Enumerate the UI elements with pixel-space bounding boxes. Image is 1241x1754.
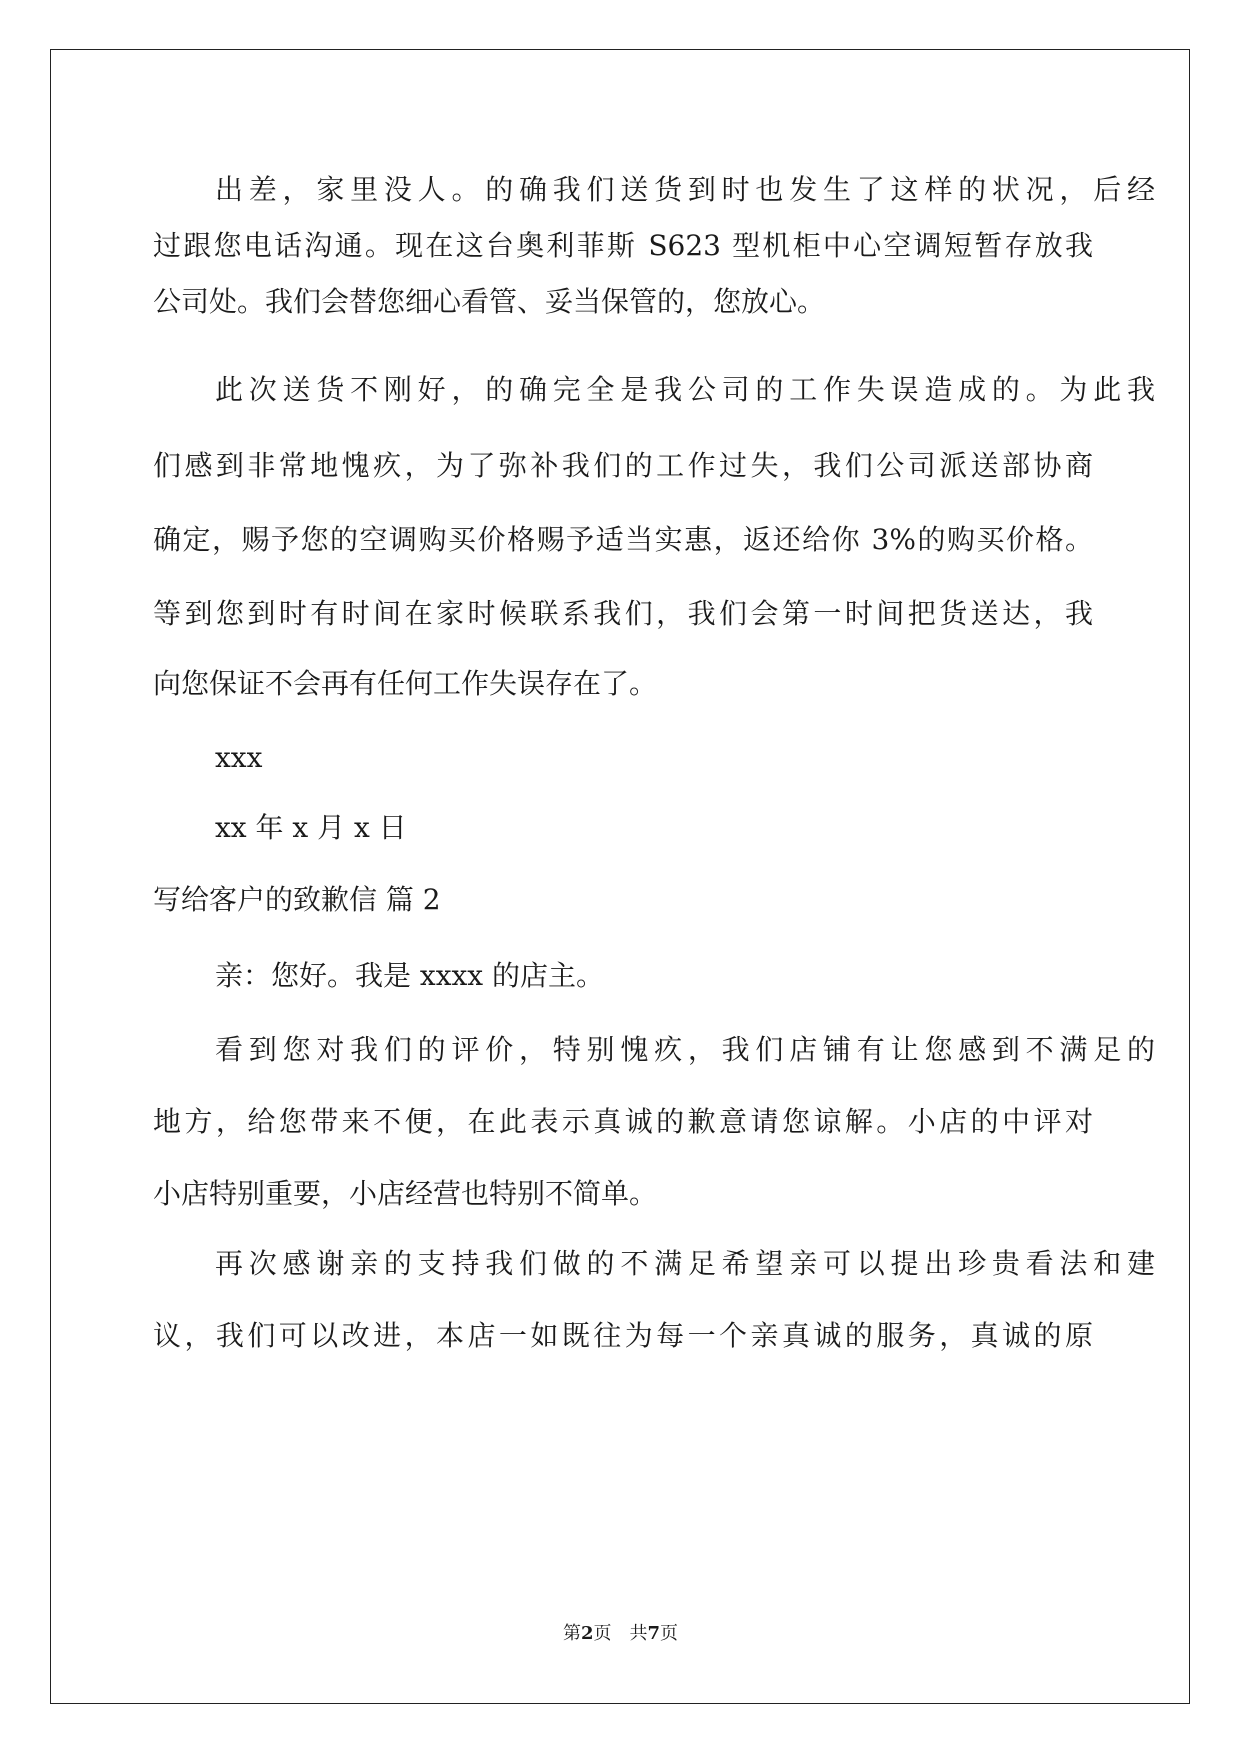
- page-suffix: 页: [660, 1623, 679, 1644]
- date-line: xx 年 x 月 x 日: [215, 811, 407, 844]
- paragraph-line: 再次感谢亲的支持我们做的不满足希望亲可以提出珍贵看法和建: [215, 1247, 1155, 1280]
- page-mid: 页 共: [593, 1623, 648, 1644]
- paragraph-line: 确定，赐予您的空调购买价格赐予适当实惠，返还给你 3%的购买价格。: [153, 523, 1093, 556]
- page-prefix: 第: [562, 1623, 581, 1644]
- paragraph-line: 此次送货不刚好，的确完全是我公司的工作失误造成的。为此我: [215, 373, 1155, 406]
- paragraph-line: 向您保证不会再有任何工作失误存在了。: [153, 667, 658, 700]
- paragraph-line: 小店特别重要，小店经营也特别不简单。: [153, 1177, 658, 1210]
- paragraph-line: 出差，家里没人。的确我们送货到时也发生了这样的状况，后经: [215, 173, 1155, 206]
- paragraph-line: 看到您对我们的评价，特别愧疚，我们店铺有让您感到不满足的: [215, 1033, 1155, 1066]
- paragraph-line: 公司处。我们会替您细心看管、妥当保管的，您放心。: [153, 285, 826, 318]
- paragraph-line: 们感到非常地愧疚，为了弥补我们的工作过失，我们公司派送部协商: [153, 449, 1093, 482]
- paragraph-line: 等到您到时有时间在家时候联系我们，我们会第一时间把货送达，我: [153, 597, 1093, 630]
- page-total: 7: [647, 1623, 661, 1644]
- page-number: [0, 1622, 1241, 1646]
- section-heading: 写给客户的致歉信 篇 2: [153, 883, 441, 916]
- greeting: 亲：您好。我是 xxxx 的店主。: [215, 959, 604, 992]
- paragraph-line: 过跟您电话沟通。现在这台奥利菲斯 S623 型机柜中心空调短暂存放我: [153, 229, 1093, 262]
- signature: xxx: [215, 741, 263, 774]
- page-current: 2: [580, 1623, 594, 1644]
- paragraph-line: 议，我们可以改进，本店一如既往为每一个亲真诚的服务，真诚的原: [153, 1319, 1093, 1352]
- paragraph-line: 地方，给您带来不便，在此表示真诚的歉意请您谅解。小店的中评对: [153, 1105, 1093, 1138]
